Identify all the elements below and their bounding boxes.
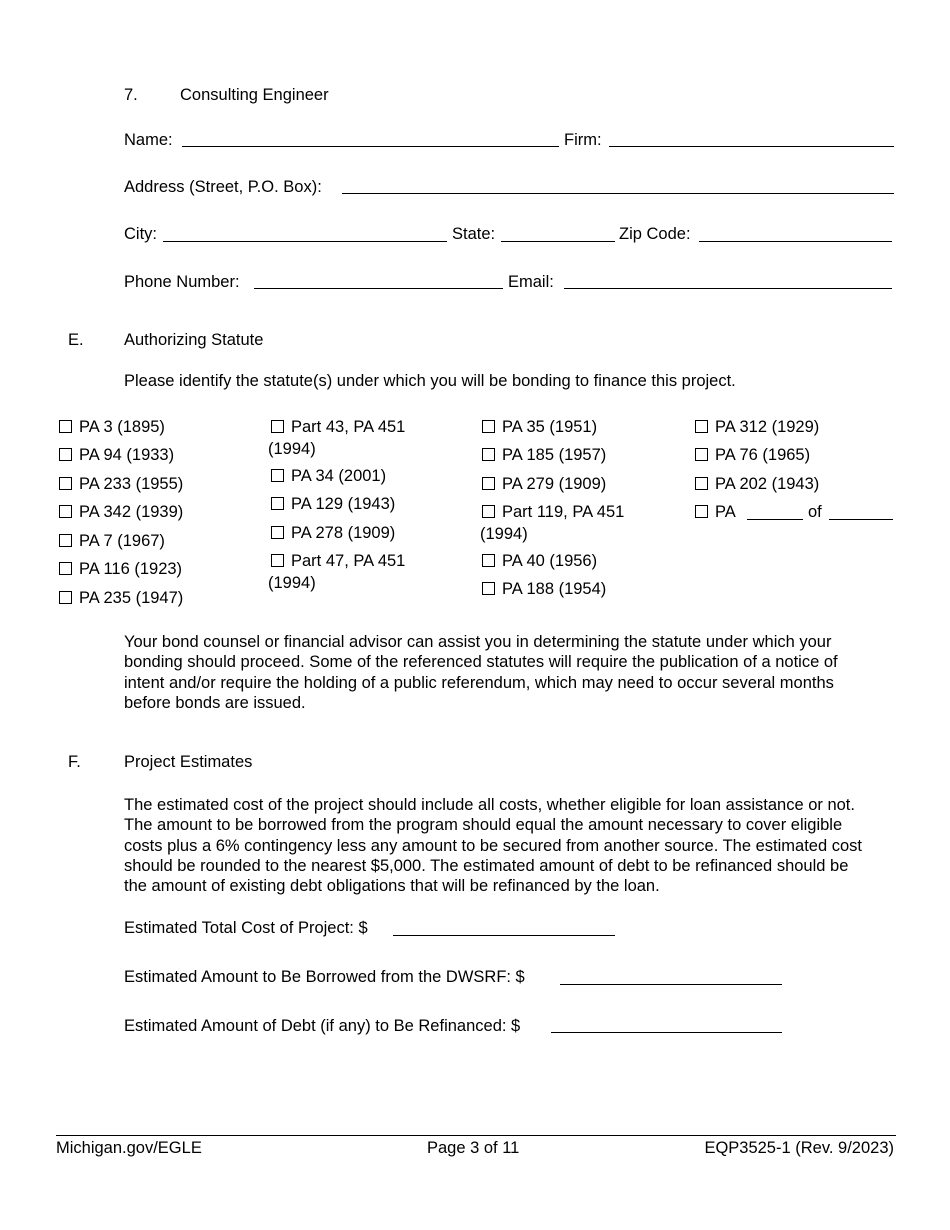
statute-option-label: Part 119, PA 451 xyxy=(502,503,625,521)
statute-option-label-cont: (1994) xyxy=(268,440,316,458)
statute-option-label: PA 34 (2001) xyxy=(291,467,387,485)
statute-option-label: Part 43, PA 451 xyxy=(291,418,406,436)
checkbox[interactable] xyxy=(271,554,284,567)
statute-option-label: PA 129 (1943) xyxy=(291,495,396,513)
checkbox[interactable] xyxy=(482,554,495,567)
checkbox[interactable] xyxy=(482,448,495,461)
statute-option[interactable] xyxy=(482,416,597,438)
statute-option[interactable] xyxy=(268,522,395,544)
checkbox[interactable] xyxy=(695,505,708,518)
total-cost-label: Estimated Total Cost of Project: $ xyxy=(124,919,368,937)
checkbox[interactable] xyxy=(59,562,72,575)
statute-option-label-cont: (1994) xyxy=(268,574,316,592)
email-label: Email: xyxy=(508,273,554,291)
statute-option-label: PA 342 (1939) xyxy=(79,503,184,521)
statute-option-label: PA 278 (1909) xyxy=(291,524,396,542)
phone-label: Phone Number: xyxy=(124,273,240,291)
checkbox[interactable] xyxy=(59,534,72,547)
debt-label: Estimated Amount of Debt (if any) to Be Refinanced: $ xyxy=(124,1017,521,1035)
statute-option-label: PA 3 (1895) xyxy=(79,418,165,436)
statute-option[interactable] xyxy=(268,465,386,487)
checkbox[interactable] xyxy=(482,582,495,595)
statute-option-label: PA 185 (1957) xyxy=(502,446,607,464)
statute-option[interactable] xyxy=(59,473,183,495)
statute-option[interactable] xyxy=(268,550,405,594)
statute-option-label: Part 47, PA 451 xyxy=(291,552,406,570)
statute-option[interactable] xyxy=(482,444,606,466)
borrowed-label: Estimated Amount to Be Borrowed from the DWSRF: $ xyxy=(124,968,525,986)
checkbox[interactable] xyxy=(695,448,708,461)
state-field[interactable] xyxy=(501,241,615,242)
section-7-heading: Consulting Engineer xyxy=(180,86,329,104)
firm-field[interactable] xyxy=(609,146,894,147)
email-field[interactable] xyxy=(564,288,892,289)
checkbox[interactable] xyxy=(695,477,708,490)
footer-form-id: EQP3525-1 (Rev. 9/2023) xyxy=(704,1139,894,1157)
footer-page-number: Page 3 of 11 xyxy=(427,1139,520,1157)
statute-option[interactable] xyxy=(482,550,597,572)
statute-option-label: PA 279 (1909) xyxy=(502,475,607,493)
footer-divider xyxy=(56,1135,896,1136)
statute-option[interactable] xyxy=(59,444,174,466)
address-field[interactable] xyxy=(342,193,894,194)
section-7-number: 7. xyxy=(124,86,138,104)
statute-option[interactable] xyxy=(59,416,165,438)
statute-option-label: PA 35 (1951) xyxy=(502,418,598,436)
statute-option[interactable] xyxy=(482,501,624,545)
checkbox[interactable] xyxy=(59,591,72,604)
statute-option[interactable] xyxy=(695,473,819,495)
borrowed-field[interactable] xyxy=(560,984,782,985)
checkbox[interactable] xyxy=(271,497,284,510)
statute-option-label: PA 202 (1943) xyxy=(715,475,820,493)
statute-option-label: PA 233 (1955) xyxy=(79,475,184,493)
statute-option[interactable] xyxy=(482,578,606,600)
statute-option[interactable] xyxy=(482,473,606,495)
statute-option-label: PA 312 (1929) xyxy=(715,418,820,436)
statute-prompt: Please identify the statute(s) under which you will be bonding to finance this project. xyxy=(124,372,736,390)
section-f-heading: Project Estimates xyxy=(124,753,253,771)
zip-field[interactable] xyxy=(699,241,892,242)
name-field[interactable] xyxy=(182,146,559,147)
zip-label: Zip Code: xyxy=(619,225,691,243)
other-pa-label: PA xyxy=(715,503,736,521)
footer-website: Michigan.gov/EGLE xyxy=(56,1139,202,1157)
statute-option-label: PA 116 (1923) xyxy=(79,560,183,578)
statute-option[interactable] xyxy=(59,587,183,609)
section-f-letter: F. xyxy=(68,753,81,771)
debt-field[interactable] xyxy=(551,1032,782,1033)
checkbox[interactable] xyxy=(695,420,708,433)
checkbox[interactable] xyxy=(271,469,284,482)
section-e-letter: E. xyxy=(68,331,84,349)
statute-option[interactable] xyxy=(59,501,183,523)
estimates-text: The estimated cost of the project should include all costs, whether eligible for loan assistance or not. The amount to be borrowed from the program should equal the amount necessary to cover eligible costs plus a 6% contingency less any amount to be secured from another source. The estimated cost should be rounded to the nearest $5,000. The estimated amount of debt to be refinanced should be the amount of existing debt obligations that will be refinanced by the loan. xyxy=(124,796,863,896)
statute-option-label: PA 40 (1956) xyxy=(502,552,598,570)
checkbox[interactable] xyxy=(482,505,495,518)
checkbox[interactable] xyxy=(59,505,72,518)
statute-option-label: PA 7 (1967) xyxy=(79,532,165,550)
statute-option[interactable] xyxy=(59,530,165,552)
other-of-label: of xyxy=(808,503,822,521)
other-pa-year-field[interactable] xyxy=(829,519,893,520)
city-field[interactable] xyxy=(163,241,447,242)
checkbox[interactable] xyxy=(482,477,495,490)
statute-option[interactable] xyxy=(695,416,819,438)
city-label: City: xyxy=(124,225,157,243)
statute-option-label: PA 94 (1933) xyxy=(79,446,175,464)
checkbox[interactable] xyxy=(59,477,72,490)
checkbox[interactable] xyxy=(482,420,495,433)
section-e-heading: Authorizing Statute xyxy=(124,331,264,349)
address-label: Address (Street, P.O. Box): xyxy=(124,178,322,196)
statute-option-label: PA 188 (1954) xyxy=(502,580,607,598)
firm-label: Firm: xyxy=(564,131,602,149)
phone-field[interactable] xyxy=(254,288,503,289)
statute-note: Your bond counsel or financial advisor can assist you in determining the statute under which your bonding should proceed. Some of the referenced statutes will require the publication of a notice of intent and/or require the holding of a public referendum, which may need to occur several months before bonds are issued. xyxy=(124,633,838,712)
checkbox[interactable] xyxy=(271,526,284,539)
name-label: Name: xyxy=(124,131,173,149)
statute-option[interactable] xyxy=(268,416,405,460)
other-pa-number-field[interactable] xyxy=(747,519,803,520)
statute-option-label-cont: (1994) xyxy=(480,525,528,543)
checkbox[interactable] xyxy=(59,448,72,461)
statute-option[interactable] xyxy=(695,444,810,466)
statute-option-label: PA 76 (1965) xyxy=(715,446,811,464)
statute-option-other[interactable] xyxy=(695,501,736,523)
total-cost-field[interactable] xyxy=(393,935,615,936)
state-label: State: xyxy=(452,225,496,243)
statute-option-label: PA 235 (1947) xyxy=(79,589,184,607)
statute-option[interactable] xyxy=(268,493,395,515)
checkbox[interactable] xyxy=(271,420,284,433)
checkbox[interactable] xyxy=(59,420,72,433)
statute-option[interactable] xyxy=(59,558,182,580)
